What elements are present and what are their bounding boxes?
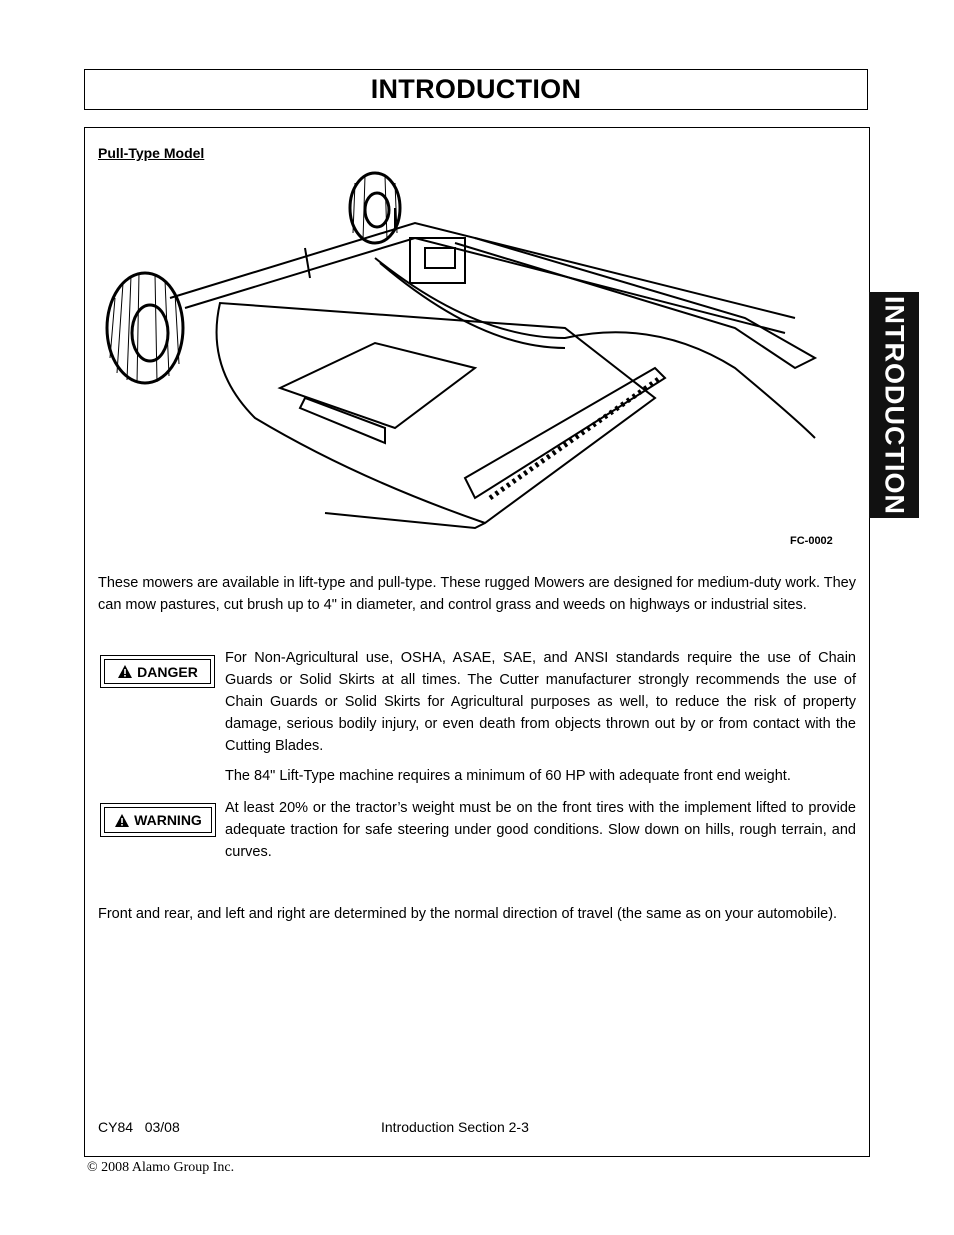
danger-label: DANGER <box>137 663 198 680</box>
copyright: © 2008 Alamo Group Inc. <box>87 1160 235 1175</box>
mower-illustration <box>95 168 855 548</box>
side-tab-label: INTRODUCTION <box>879 295 910 515</box>
warning-paragraph: At least 20% or the tractor’s weight must be on the front tires with the implement lifted to provide adequate traction for safe steering under good conditions. Slow down on hills, rough terrain, and curves. <box>225 800 856 860</box>
danger-badge <box>100 655 215 688</box>
warning-label: WARNING <box>134 812 202 828</box>
footer-model: CY84 03/08 <box>98 1119 180 1135</box>
direction-paragraph: Front and rear, and left and right are determined by the normal direction of travel (the same as on your automobile). <box>98 906 838 922</box>
danger-paragraph: For Non-Agricultural use, OSHA, ASAE, SAE, and ANSI standards require the use of Chain Guards or Solid Skirts at all times. The Cutter manufacturer strongly recommends the use of Chain Guards or Solid Skirts for Agricultural purposes as well, to reduce the risk of property damage, serious bodily injury, or even death from objects thrown out by or from contact with the Cutting Blades. <box>225 650 856 754</box>
warning-badge <box>100 803 216 837</box>
warning-triangle-icon <box>117 664 133 679</box>
warning-triangle-icon <box>114 813 130 828</box>
figure-label: FC-0002 <box>790 535 833 547</box>
header-box <box>84 69 868 110</box>
section-title: Pull-Type Model <box>98 145 205 161</box>
intro-paragraph: These mowers are available in lift-type and pull-type. These rugged Mowers are designed for medium-duty work. They can mow pastures, cut brush up to 4" in diameter, and control grass and weeds on highways or industrial sites. <box>98 575 856 613</box>
lift-type-paragraph: The 84" Lift-Type machine requires a minimum of 60 HP with adequate front end weight. <box>225 768 791 784</box>
side-tab <box>869 292 919 518</box>
page-title: INTRODUCTION <box>370 74 582 104</box>
footer-section: Introduction Section 2-3 <box>381 1119 529 1135</box>
